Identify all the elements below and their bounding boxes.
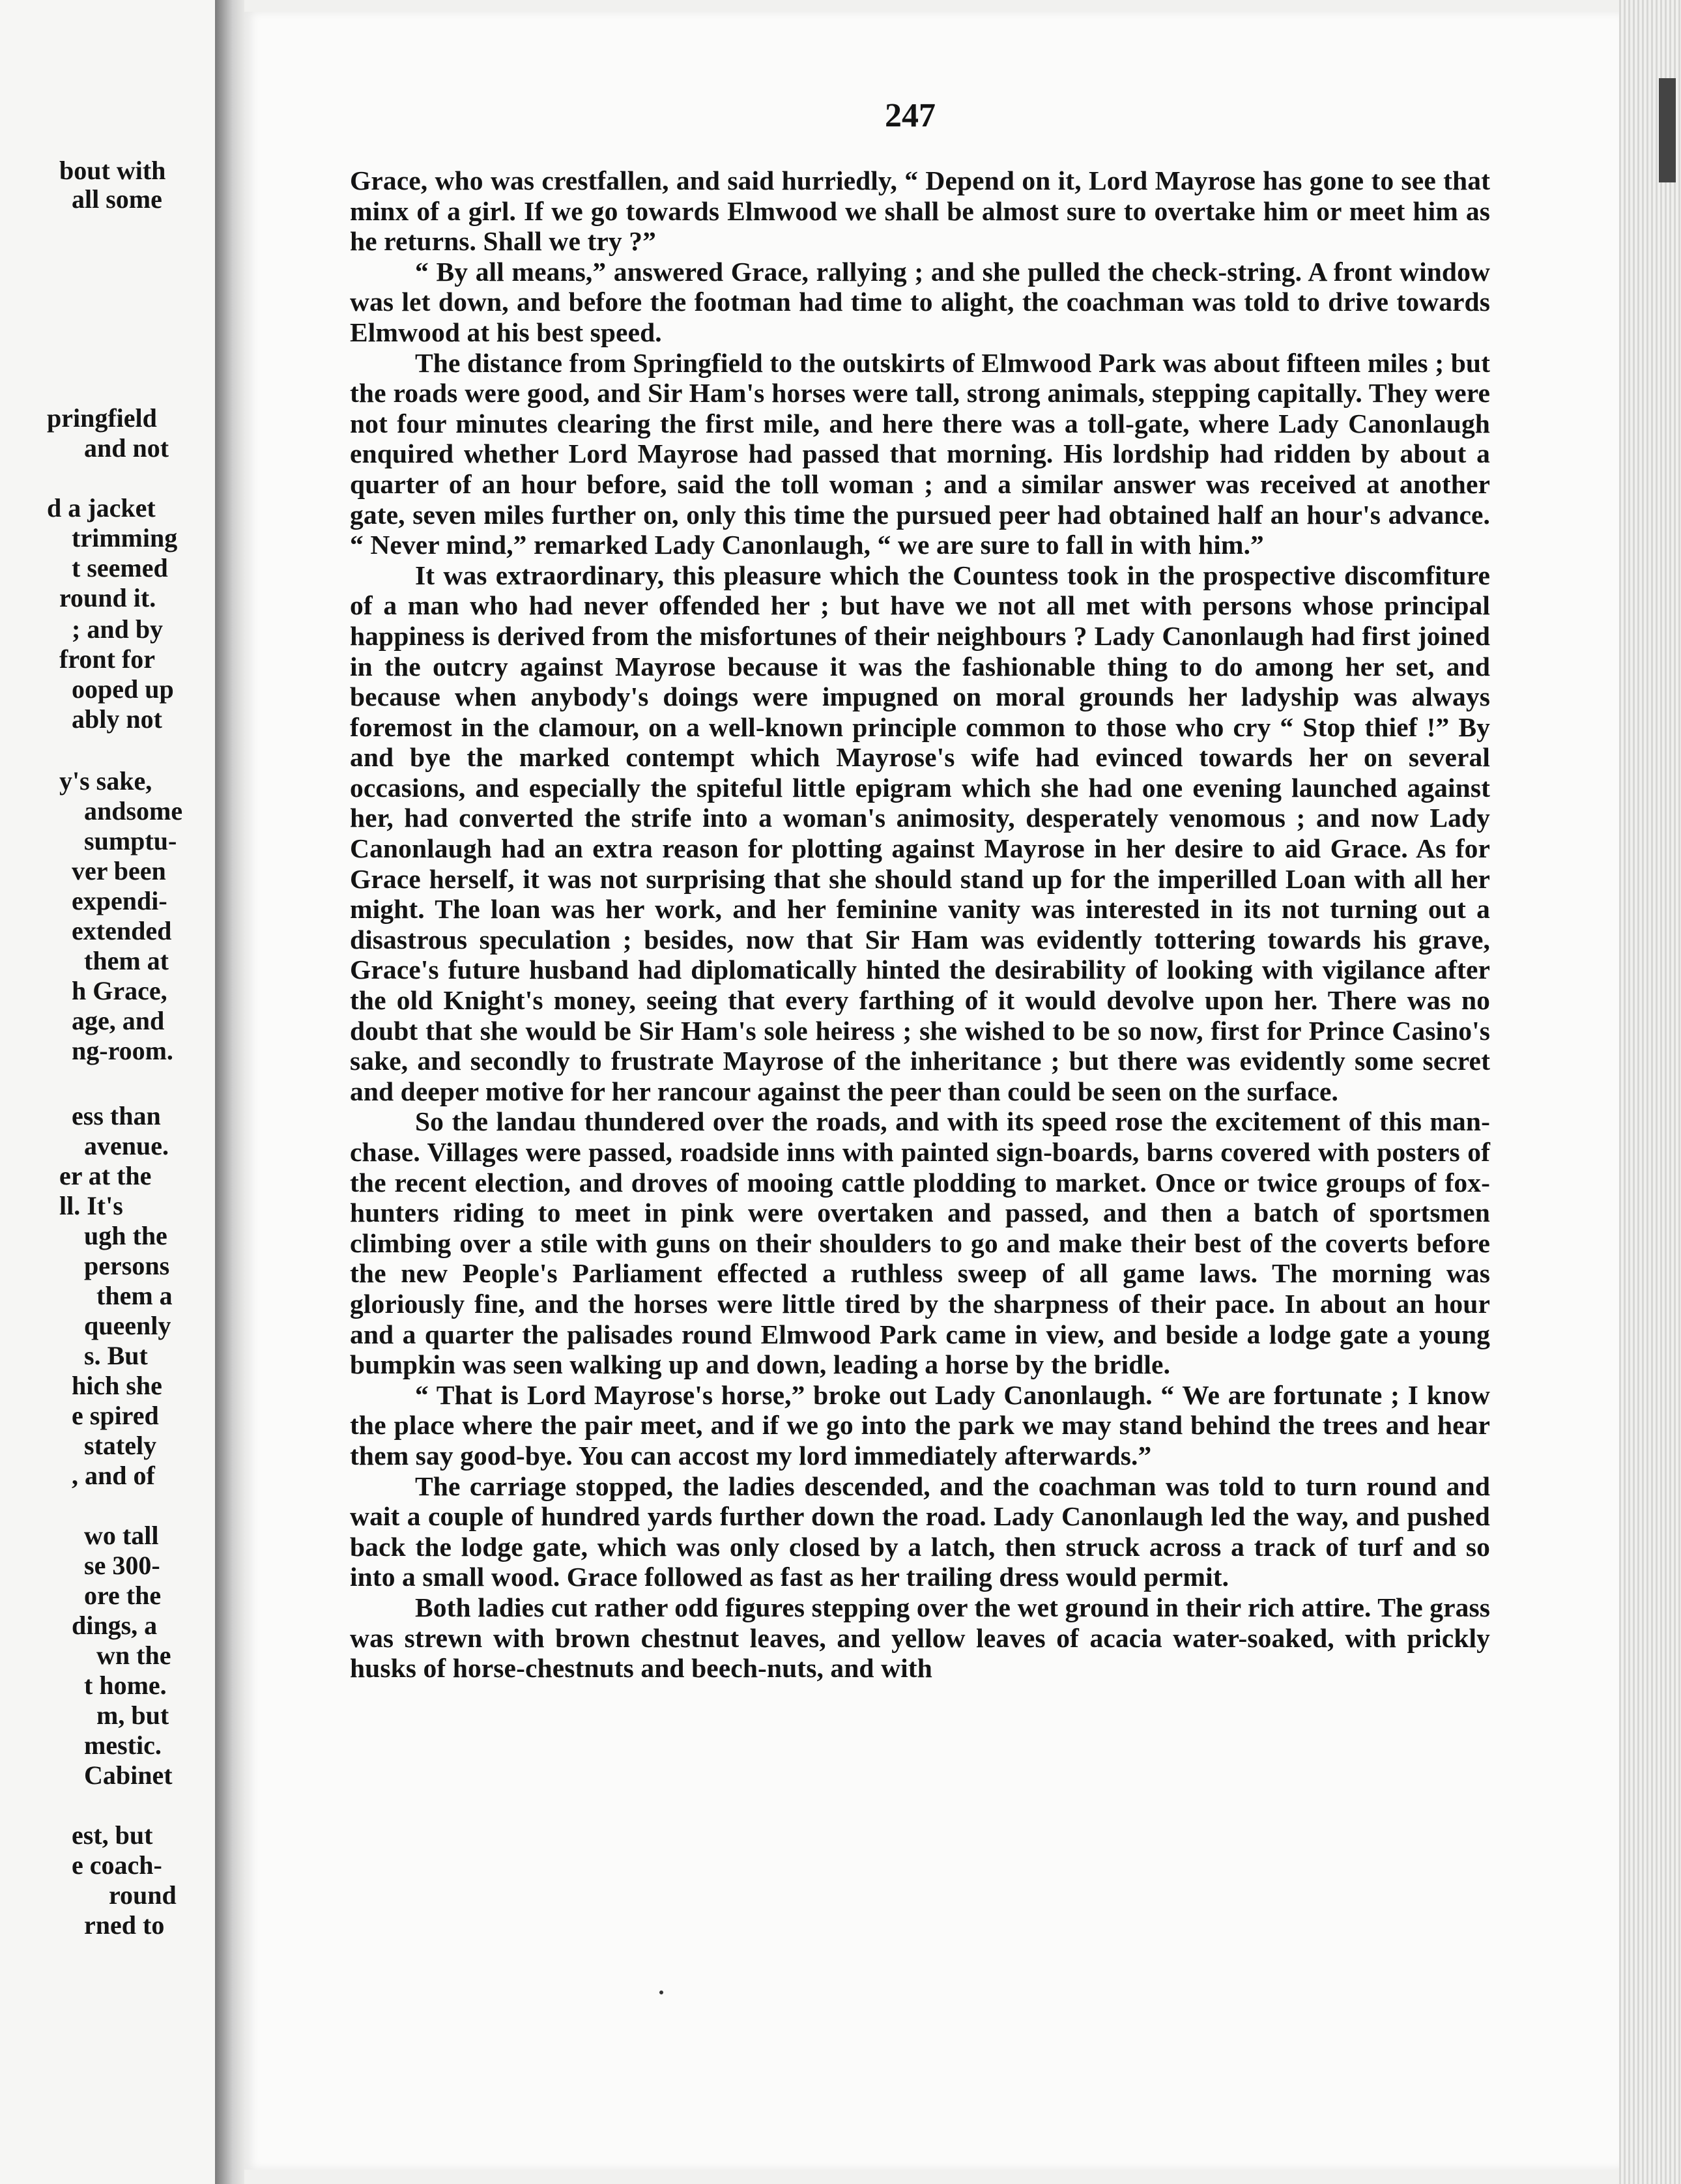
left-page-fragment: y's sake,: [59, 766, 152, 796]
left-page-fragment: ore the: [84, 1581, 162, 1610]
left-page-fragment: and not: [84, 433, 169, 463]
left-page-fragment: front for: [59, 644, 155, 674]
left-page-fragment: h Grace,: [72, 976, 167, 1005]
left-page-fragment: extended: [72, 916, 172, 945]
left-page-fragment: round it.: [59, 583, 156, 612]
left-page-fragment: ooped up: [72, 674, 174, 704]
paragraph: The carriage stopped, the ladies descended, and the coachman was told to turn round and wait a couple of hundred yards further down the road. Lady Canonlaugh led the way, and pushed back the lodge gate, which was only closed by a latch, then struck across a track of turf and so into a small wood. Grace followed as fast as her trailing dress would permit.: [350, 1471, 1490, 1592]
left-page-fragment: wo tall: [84, 1521, 159, 1550]
left-page-fragment: rned to: [84, 1910, 165, 1940]
left-page-fragment: Cabinet: [84, 1760, 173, 1790]
left-page-fragment: est, but: [72, 1820, 153, 1850]
left-page-fragment: persons: [84, 1251, 170, 1280]
book-gutter: [215, 0, 244, 2184]
left-page-fragment: e coach-: [72, 1850, 162, 1880]
left-page-fragment: ; and by: [72, 614, 164, 644]
left-page-fragment: se 300-: [84, 1551, 160, 1580]
left-page-fragment: them at: [84, 946, 169, 975]
left-page-fragment: ess than: [72, 1101, 161, 1130]
left-page-fragment: ng-room.: [72, 1036, 173, 1065]
left-page-fragment: wn the: [96, 1641, 171, 1670]
left-page-fragment: dings, a: [72, 1611, 158, 1640]
left-page-fragment: ver been: [72, 856, 166, 885]
paragraph: Both ladies cut rather odd figures stepping over the wet ground in their rich attire. The grass was strewn with brown chestnut leaves, and yellow leaves of acacia water-soaked, with prickly husks of horse-chestnuts and beech-nuts, and with: [350, 1592, 1490, 1684]
left-page-fragment: d a jacket: [47, 493, 156, 523]
left-page-fragment: all some: [72, 184, 162, 214]
left-page-fragment: age, and: [72, 1006, 165, 1035]
paragraph: It was extraordinary, this pleasure which the Countess took in the prospective discomfiture of a man who had never offended her ; but have we not all met with persons whose principal happiness is derived from the misfortunes of their neighbours ? Lady Canonlaugh had first joined in the outcry against Mayrose because it was the fashionable thing to do among her set, and because when anybody's doings were impugned on moral grounds her ladyship was always foremost in the clamour, on a well-known principle common to those who cry “ Stop thief !” By and bye the marked contempt which Mayrose's wife had evinced towards her on several occasions, and especially the spiteful little epigram which she had one evening launched against her, had converted the strife into a woman's animosity, desperately venomous ; and now Lady Canonlaugh had an extra reason for plotting against Mayrose in her desire to aid Grace. As for Grace herself, it was not surprising that she should stand up for the imperilled Loan with all her might. The loan was her work, and her feminine vanity was interested in its not turning out a disastrous speculation ; besides, now that Sir Ham was evidently tottering towards his grave, Grace's future husband had diplomatically hinted the desirability of looking with vigilance after the old Knight's money, seeing that every farthing of it would devolve upon her. There was no doubt that she would be Sir Ham's sole heiress ; she wished to be so now, first for Prince Casino's sake, and secondly to frustrate Mayrose of the inheritance ; but there was evidently some secret and deeper motive for her rancour against the peer than could be seen on the surface.: [350, 560, 1490, 1106]
paragraph: Grace, who was crestfallen, and said hurriedly, “ Depend on it, Lord Mayrose has gone to see that minx of a girl. If we go towards Elmwood we shall be almost sure to overtake him or meet him as he returns. Shall we try ?”: [350, 165, 1490, 257]
left-page-fragment: e spired: [72, 1401, 159, 1430]
left-page-fragment: ably not: [72, 704, 162, 734]
left-page-fragment: ll. It's: [59, 1191, 123, 1220]
left-page-fragment: bout with: [59, 156, 166, 185]
left-page-fragment: pringfield: [47, 403, 157, 433]
left-page-fragment: andsome: [84, 796, 183, 826]
paragraph: “ That is Lord Mayrose's horse,” broke out Lady Canonlaugh. “ We are fortunate ; I know the place where the pair meet, and if we go into the park we may stand behind the trees and hear them say good-bye. You can accost my lord immediately afterwards.”: [350, 1379, 1490, 1471]
left-page-fragment: stately: [84, 1431, 157, 1460]
page-edge: [1619, 0, 1681, 2184]
ink-speck: [659, 1990, 663, 1994]
page-number: 247: [885, 97, 936, 134]
paragraph: The distance from Springfield to the outskirts of Elmwood Park was about fifteen miles ; but the roads were good, and Sir Ham's horses were tall, strong animals, stepping capitally. They were not four minutes clearing the first mile, and here there was a toll-gate, where Lady Canonlaugh enquired whether Lord Mayrose had passed that morning. His lordship had ridden by about a quarter of an hour before, said the toll woman ; and a similar answer was received at another gate, seven miles further on, only this time the pursued peer had obtained half an hour's advance. “ Never mind,” remarked Lady Canonlaugh, “ we are sure to fall in with him.”: [350, 347, 1490, 560]
left-page-fragment: round: [109, 1880, 177, 1910]
left-page-fragment: sumptu-: [84, 826, 177, 855]
left-page-fragment: expendi-: [72, 886, 167, 915]
left-page-fragment: er at the: [59, 1161, 152, 1190]
left-page: [0, 0, 215, 2184]
left-page-fragment: t seemed: [72, 553, 168, 582]
paragraph: “ By all means,” answered Grace, rallying ; and she pulled the check-string. A front window was let down, and before the footman had time to alight, the coachman was told to drive towards Elmwood at his best speed.: [350, 256, 1490, 347]
left-page-fragment: mestic.: [84, 1731, 162, 1760]
left-page-fragment: s. But: [84, 1341, 148, 1370]
left-page-fragment: hich she: [72, 1371, 162, 1400]
left-page-fragment: ugh the: [84, 1221, 167, 1250]
paragraph: So the landau thundered over the roads, and with its speed rose the excitement of this man-chase. Villages were passed, roadside inns with painted sign-boards, barns covered with posters of the recent election, and droves of mooing cattle plodding to market. Once or twice groups of fox-hunters riding to meet in pink were overtaken and passed, and then a batch of sportsmen climbing over a stile with guns on their shoulders to go and make their best of the coverts before the new People's Parliament effected a ruthless sweep of all game laws. The morning was gloriously fine, and the horses were little tired by the sharpness of their pace. In about an hour and a quarter the palisades round Elmwood Park came in view, and beside a lodge gate a young bumpkin was seen walking up and down, leading a horse by the bridle.: [350, 1106, 1490, 1380]
left-page-fragment: , and of: [72, 1461, 155, 1490]
left-page-fragment: trimming: [72, 523, 178, 553]
left-page-fragment: queenly: [84, 1311, 171, 1340]
left-page-fragment: t home.: [84, 1671, 167, 1700]
left-page-fragment: avenue.: [84, 1131, 169, 1160]
left-page-fragment: m, but: [96, 1701, 169, 1730]
left-page-fragment: them a: [96, 1281, 173, 1310]
page-body: [350, 165, 1490, 1684]
